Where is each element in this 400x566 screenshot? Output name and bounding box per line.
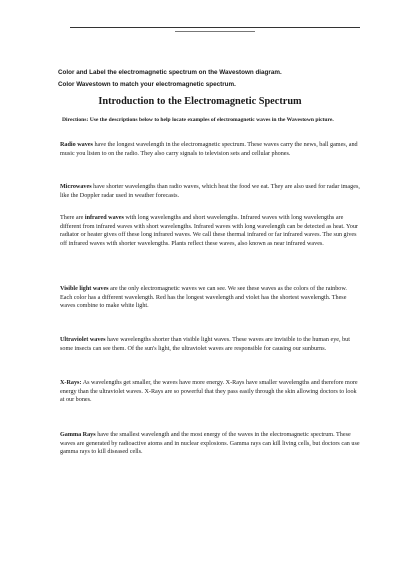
section-gamma-rays <box>60 431 360 457</box>
instruction-line-1: Color and Label the electromagnetic spectrum on the Wavestown diagram. <box>58 69 282 76</box>
section-text: have the smallest wavelength and the most energy of the waves in the electromagnetic spectrum. These waves are generated by radioactive atoms and in nuclear explosions. Gamma rays can kill living cells, but doctors can use gamma rays to kill diseased cells. <box>60 432 360 456</box>
section-term: Ultraviolet waves <box>60 337 106 343</box>
section-infrared-waves <box>60 214 360 248</box>
section-term: Gamma Rays <box>60 432 96 438</box>
top-rule <box>70 27 360 28</box>
directions-text: Use the descriptions below to help locate examples of electromagnetic waves in the Wavestown picture. <box>88 117 334 123</box>
section-text: As wavelengths get smaller, the waves have more energy. X-Rays have smaller wavelengths and therefore more energy than the ultraviolet waves. X-Rays are so powerful that they pass easily through the skin allowing doctors to look at our bones. <box>60 380 358 404</box>
section-x-rays <box>60 379 360 405</box>
top-rule-short <box>175 31 255 32</box>
section-term: Visible light waves <box>60 286 109 292</box>
section-term: infrared waves <box>84 215 124 221</box>
section-visible-light <box>60 285 360 311</box>
section-text: have shorter wavelengths than radio waves, which heat the food we eat. They are also used for radar images, like the Doppler radar used in weather forecasts. <box>60 184 360 199</box>
directions-label: Directions: <box>62 117 89 123</box>
section-text: are the only electromagnetic waves we can see. We see these waves as the colors of the rainbow. Each color has a different wavelength. Red has the longest wavelength and violet has the shortest wavelength. These waves combine to make white light. <box>60 286 347 310</box>
section-term: X-Rays: <box>60 380 82 386</box>
section-ultraviolet <box>60 336 360 353</box>
section-text: with long wavelengths and short wavelengths. Infrared waves with long wavelengths are different from infrared waves with short wavelengths. Infrared waves with long wavelength can be detected as heat. Your radiator or heater gives off these long infrared waves. We call these thermal infrared or far infrared waves. The sun gives off infrared waves with shorter wavelengths. Plants reflect these waves, also known as near infrared waves. <box>60 215 358 247</box>
section-term: Microwaves <box>60 184 92 190</box>
page-title: Introduction to the Electromagnetic Spectrum <box>98 96 302 107</box>
section-radio-waves <box>60 141 360 158</box>
section-microwaves <box>60 183 360 200</box>
directions <box>62 117 362 124</box>
section-pre: There are <box>60 215 85 221</box>
instruction-line-2: Color Wavestown to match your electromagnetic spectrum. <box>58 81 236 88</box>
section-text: have the longest wavelength in the electromagnetic spectrum. These waves carry the news, ball games, and music you listen to on the radio. They also carry signals to television sets and cellular phones. <box>60 142 358 157</box>
section-text: have wavelengths shorter than visible light waves. These waves are invisible to the human eye, but some insects can see them. Of the sun's light, the ultraviolet waves are responsible for causing our sunburns. <box>60 337 350 352</box>
section-term: Radio waves <box>60 142 93 148</box>
